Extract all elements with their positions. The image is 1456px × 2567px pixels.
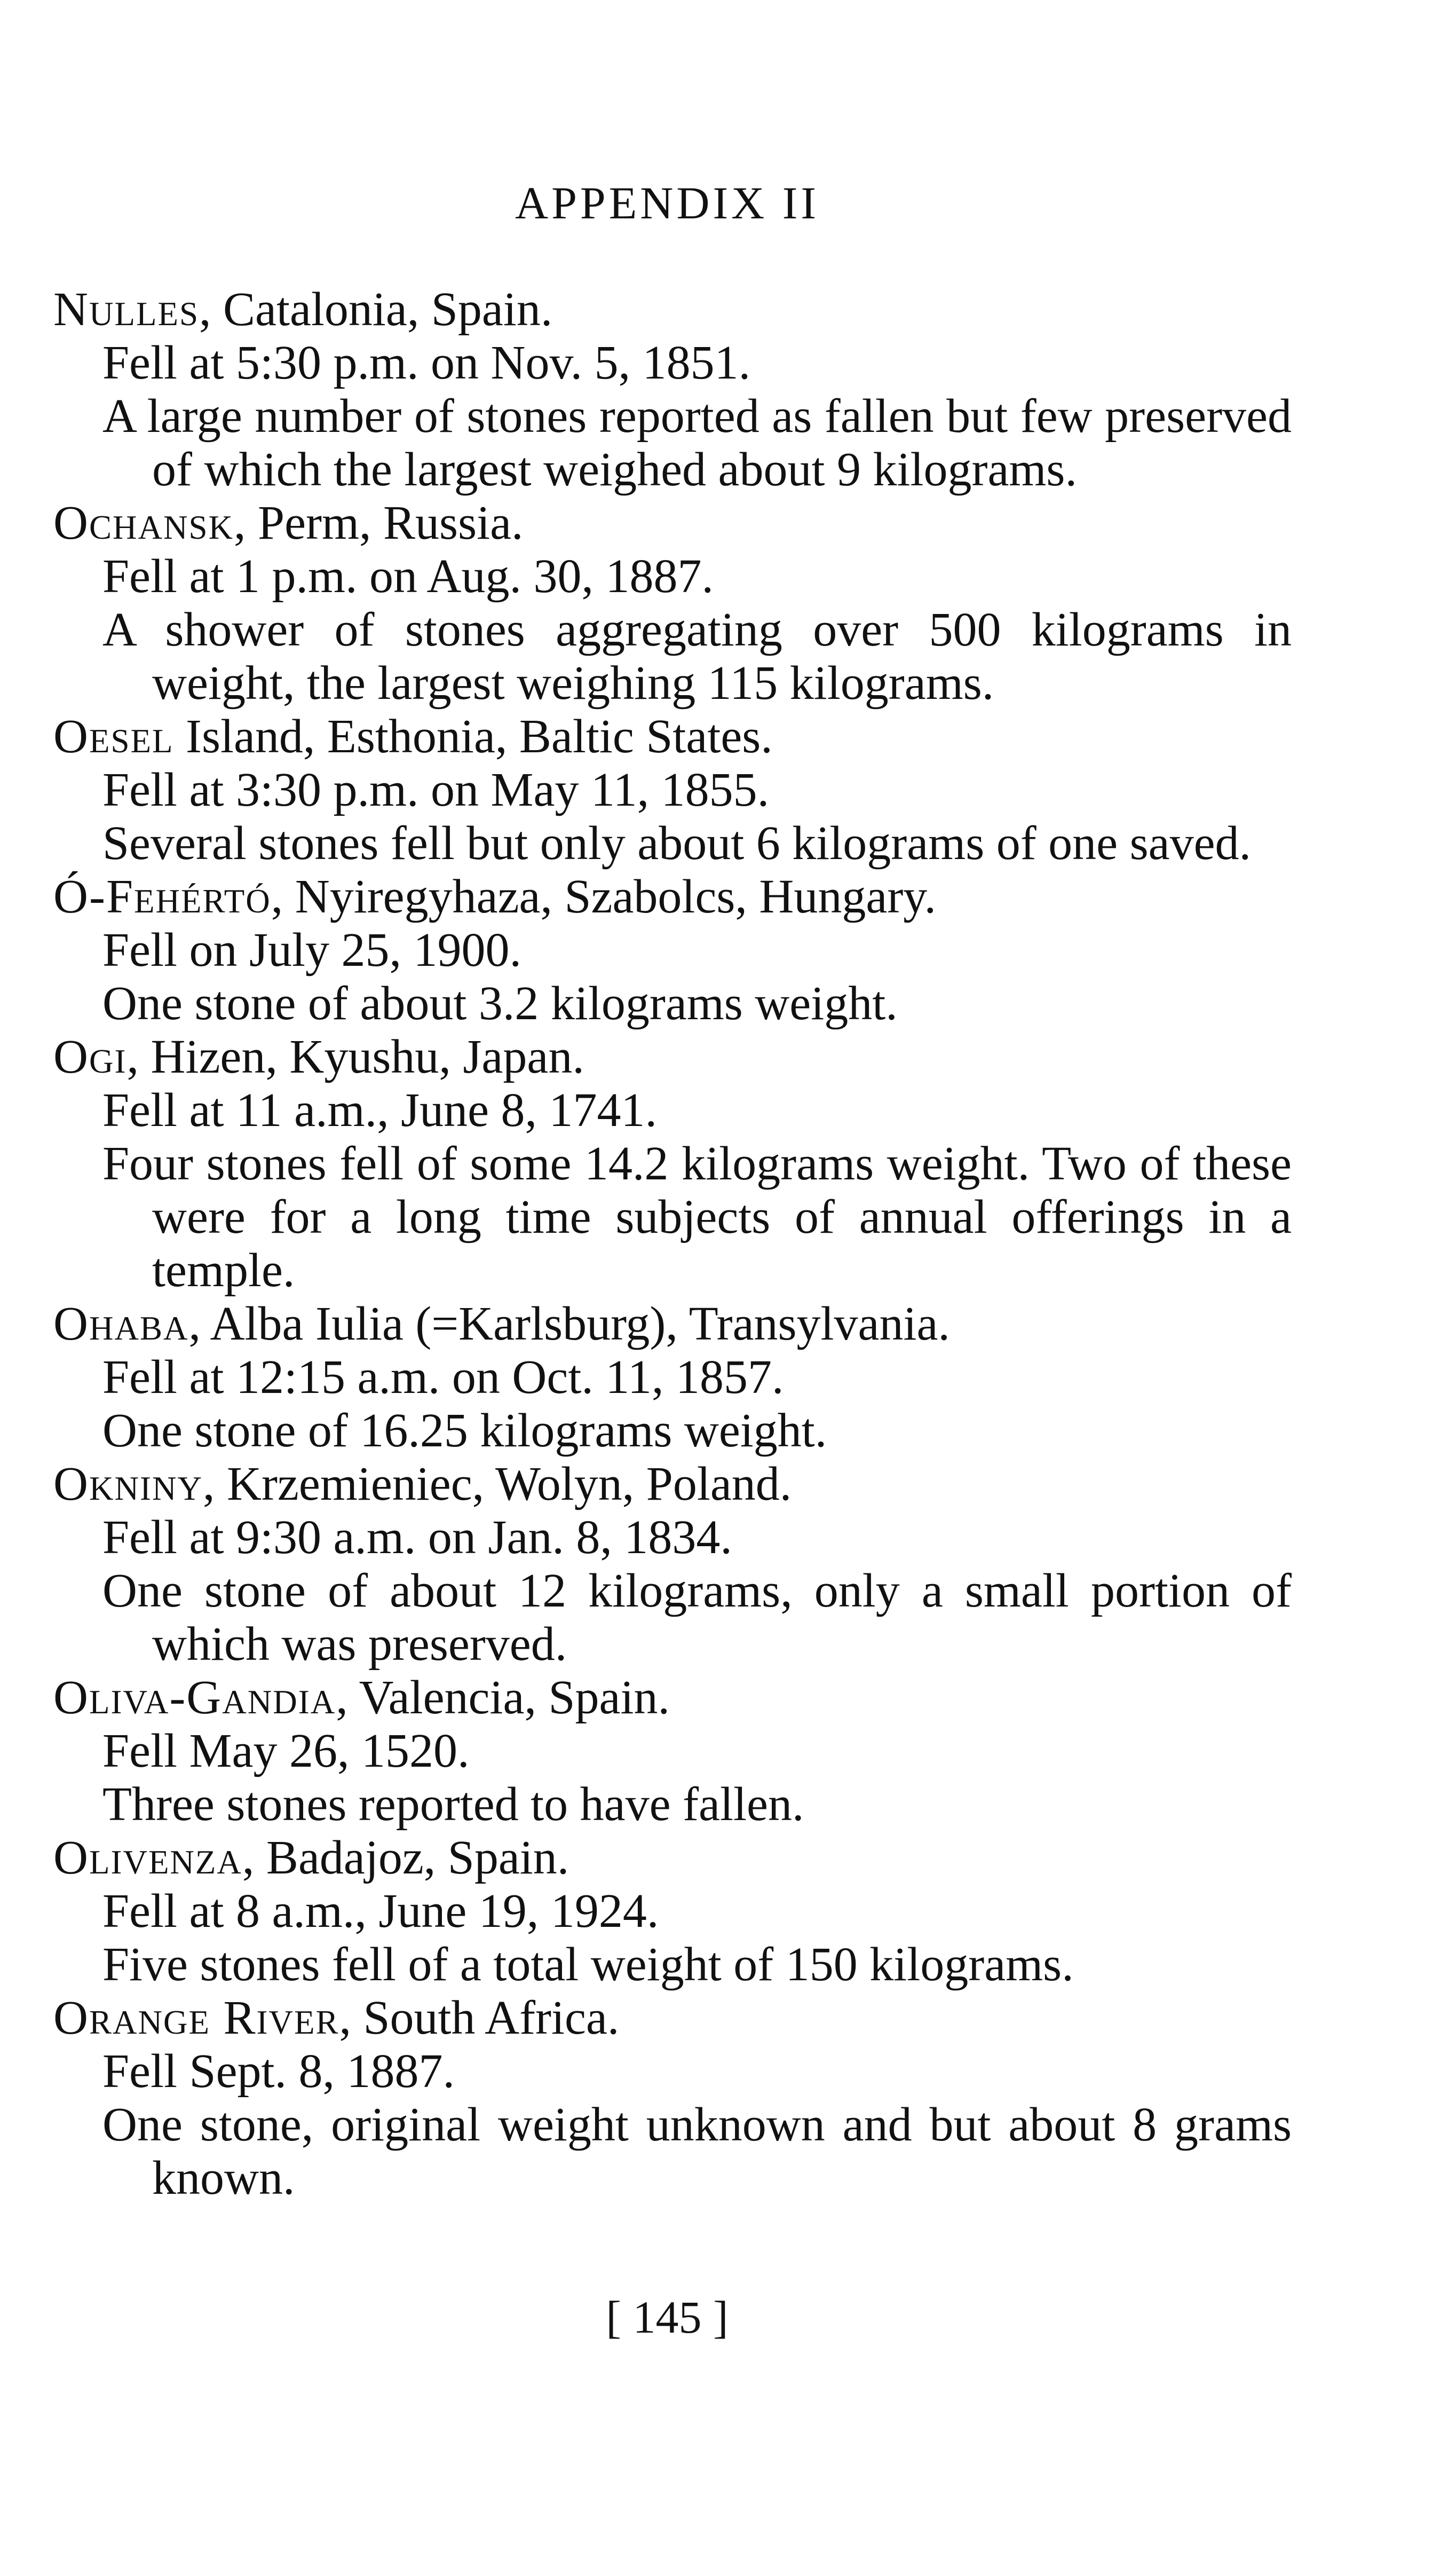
fall-date: Fell on July 25, 1900. <box>102 924 522 977</box>
fall-description: One stone of 16.25 kilograms weight. <box>102 1404 827 1457</box>
entry-okniny <box>53 1458 1292 1671</box>
fall-date: Fell at 5:30 p.m. on Nov. 5, 1851. <box>102 336 751 389</box>
fall-description: One stone of about 3.2 kilograms weight. <box>102 977 898 1030</box>
meteorite-name: Oliva-Gandia <box>53 1671 336 1724</box>
fall-description: Four stones fell of some 14.2 kilograms weight. Two of these were for a long time subjects of annual offerings in a temple. <box>102 1137 1292 1297</box>
meteorite-location: , Krzemieniec, Wolyn, Poland. <box>202 1458 792 1510</box>
fall-date: Fell at 9:30 a.m. on Jan. 8, 1834. <box>102 1511 732 1564</box>
entry-heading <box>53 283 1292 336</box>
meteorite-location: , South Africa. <box>339 1991 620 2044</box>
meteorite-entry-list <box>53 283 1292 2205</box>
entry-oesel <box>53 710 1292 870</box>
meteorite-location: Island, Esthonia, Baltic States. <box>173 710 773 763</box>
entry-heading <box>53 1030 1292 1084</box>
meteorite-name: Ogi <box>53 1030 127 1083</box>
page-title: APPENDIX II <box>515 177 820 229</box>
fall-date: Fell at 8 a.m., June 19, 1924. <box>102 1885 659 1938</box>
entry-ochansk <box>53 497 1292 710</box>
fall-description: Several stones fell but only about 6 kilograms of one saved. <box>102 817 1252 870</box>
meteorite-name: Orange River <box>53 1991 339 2044</box>
meteorite-location: , Alba Iulia (=Karlsburg), Transylvania. <box>188 1297 950 1350</box>
entry-heading <box>53 1297 1292 1351</box>
fall-description: Five stones fell of a total weight of 150 kilograms. <box>102 1938 1074 1991</box>
entry-heading <box>53 1671 1292 1725</box>
fall-date: Fell May 26, 1520. <box>102 1725 470 1777</box>
meteorite-name: Ohaba <box>53 1297 189 1350</box>
fall-description: A large number of stones reported as fallen but few preserved of which the largest weighed about 9 kilograms. <box>102 390 1292 496</box>
meteorite-name: Oesel <box>53 710 174 763</box>
entry-o-feherto <box>53 870 1292 1030</box>
fall-date: Fell Sept. 8, 1887. <box>102 2045 455 2098</box>
fall-description: A shower of stones aggregating over 500 kilograms in weight, the largest weighing 115 kilograms. <box>102 603 1292 710</box>
entry-heading <box>53 1458 1292 1511</box>
fall-date: Fell at 1 p.m. on Aug. 30, 1887. <box>102 550 714 603</box>
entry-orange-river <box>53 1991 1292 2205</box>
meteorite-name: Olivenza <box>53 1831 242 1884</box>
meteorite-location: , Nyiregyhaza, Szabolcs, Hungary. <box>271 870 936 923</box>
page-number: [ 145 ] <box>606 2292 729 2343</box>
entry-heading <box>53 1831 1292 1885</box>
meteorite-location: , Valencia, Spain. <box>336 1671 670 1724</box>
fall-date: Fell at 12:15 a.m. on Oct. 11, 1857. <box>102 1351 784 1404</box>
entry-heading <box>53 1991 1292 2045</box>
fall-date: Fell at 11 a.m., June 8, 1741. <box>102 1084 658 1137</box>
meteorite-name: Ochansk <box>53 497 234 549</box>
entry-ogi <box>53 1030 1292 1297</box>
meteorite-location: , Badajoz, Spain. <box>242 1831 569 1884</box>
meteorite-location: , Hizen, Kyushu, Japan. <box>126 1030 584 1083</box>
meteorite-name: Nulles <box>53 283 199 336</box>
meteorite-location: , Perm, Russia. <box>234 497 524 549</box>
entry-heading <box>53 870 1292 924</box>
meteorite-name: Ó-Fehértó <box>53 870 271 923</box>
entry-ohaba <box>53 1297 1292 1458</box>
fall-date: Fell at 3:30 p.m. on May 11, 1855. <box>102 763 770 816</box>
entry-heading <box>53 710 1292 763</box>
entry-nulles <box>53 283 1292 497</box>
entry-olivenza <box>53 1831 1292 1991</box>
entry-heading <box>53 497 1292 550</box>
fall-description: One stone, original weight unknown and but about 8 grams known. <box>102 2098 1292 2204</box>
fall-description: Three stones reported to have fallen. <box>102 1778 804 1831</box>
fall-description: One stone of about 12 kilograms, only a small portion of which was preserved. <box>102 1564 1292 1671</box>
meteorite-name: Okniny <box>53 1458 203 1510</box>
meteorite-location: , Catalonia, Spain. <box>199 283 553 336</box>
entry-oliva-gandia <box>53 1671 1292 1831</box>
